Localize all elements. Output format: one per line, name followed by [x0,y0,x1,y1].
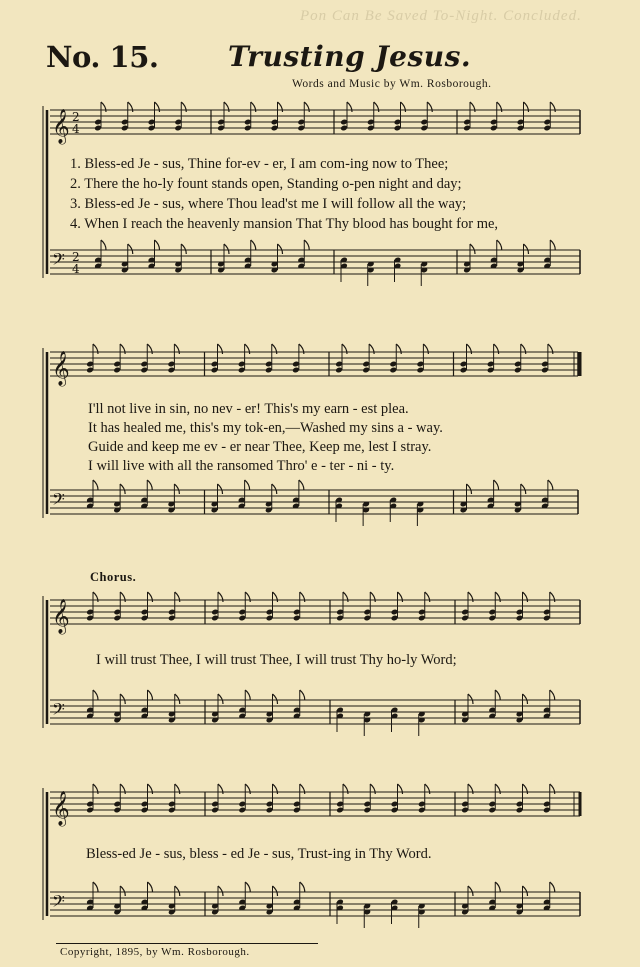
system-1-bass-note-flag [155,240,160,250]
system-4-bass-note-flag [93,882,98,892]
system-4-bass-note-flag [245,882,250,892]
system-1-bass-note-flag [181,244,186,254]
system-2-bass-note-flag [218,484,223,494]
hymn-number: No. 15. [46,40,159,74]
system-2-bass-note-flag [299,480,304,490]
system-4-bass-note-flag [273,886,278,896]
system-1-bass-note-flag [524,244,529,254]
system-1-bass-note-flag [304,240,309,250]
lyric-verse-4-line-2: I will live with all the ransomed Thro' e - ter - ni - ty. [88,458,395,474]
system-1-bass-note-flag [278,244,283,254]
system-2-bass-note-flag [93,480,98,490]
composer-credit: Words and Music by Wm. Rosborough. [292,78,492,90]
hymn-title: Trusting Jesus. [228,40,472,73]
system-4-bass-note-flag [468,886,473,896]
system-2-bass-note-flag [521,484,526,494]
lyric-verse-1-line-1: 1. Bless-ed Je - sus, Thine for-ev - er, I am com-ing now to Thee; [70,156,449,172]
system-4-bass-note-flag [175,886,180,896]
system-1-bass-note-flag [128,244,133,254]
system-2-bass-note-flag [272,484,277,494]
system-1-bass-note-flag [550,240,555,250]
system-1-bass-note-flag [497,240,502,250]
lyric-verse-3-line-2: Guide and keep me ev - er near Thee, Keep me, lest I stray. [88,439,432,455]
system-4-bass-note-flag [300,882,305,892]
system-1-treble-clef-icon: 𝄞 [52,109,70,144]
system-2-bass-note-flag [174,484,179,494]
system-4-bass-clef-icon: 𝄢 [52,891,65,915]
system-3-bass-note-flag [120,694,125,704]
system-3-bass-note-flag [93,690,98,700]
faded-bleed-through-text: Pon Can Be Saved To-Night. Concluded. [300,8,582,24]
system-1-time-sig-bottom: 4 [72,122,80,136]
system-4-bass-note-flag [550,882,555,892]
system-3-bass-note-flag [300,690,305,700]
system-3-bass-note-flag [218,694,223,704]
system-4-bass-note-flag [120,886,125,896]
system-4-bass-note-flag [148,882,153,892]
system-1-time-sig-top: 2 [72,110,80,124]
chorus-lyric-line-1: I will trust Thee, I will trust Thee, I will trust Thy ho-ly Word; [96,652,457,668]
system-1-bass-time-sig-top: 2 [72,250,80,264]
system-3-bass-note-flag [523,694,528,704]
lyric-verse-2-line-1: 2. There the ho-ly fount stands open, Standing o-pen night and day; [70,176,462,192]
system-2-bass-note-flag [494,480,499,490]
lyric-verse-1-line-2: I'll not live in sin, no nev - er! This's my earn - est plea. [88,401,409,417]
copyright-rule [56,943,318,944]
copyright-notice: Copyright, 1895, by Wm. Rosborough. [60,946,250,958]
system-2-bass-note-flag [120,484,125,494]
system-2-bass-note-flag [147,480,152,490]
system-3-bass-note-flag [273,694,278,704]
system-4-treble-clef-icon: 𝄞 [52,791,70,826]
system-1-bass-note-flag [101,240,106,250]
system-2-treble-clef-icon: 𝄞 [52,351,70,386]
system-4-bass-note-flag [218,886,223,896]
system-3-bass-clef-icon: 𝄢 [52,699,65,723]
system-3-bass-note-flag [148,690,153,700]
system-3-bass-note-flag [495,690,500,700]
system-2-bass-clef-icon: 𝄢 [52,489,65,513]
system-3-bass-note-flag [175,694,180,704]
system-2-bass-note-flag [467,484,472,494]
chorus-lyric-line-2: Bless-ed Je - sus, bless - ed Je - sus, Trust-ing in Thy Word. [86,846,432,862]
system-3-bass-note-flag [468,694,473,704]
system-3-treble-clef-icon: 𝄞 [52,599,70,634]
system-4-bass-note-flag [495,882,500,892]
lyric-verse-2-line-2: It has healed me, this's my tok-en,—Washed my sins a - way. [88,420,443,436]
system-1-bass-note-flag [224,244,229,254]
system-1-bass-note-flag [470,244,475,254]
system-1-bass-clef-icon: 𝄢 [52,249,65,273]
system-1-bass-note-flag [251,240,256,250]
system-2-bass-note-flag [548,480,553,490]
lyric-verse-4-line-1: 4. When I reach the heavenly mansion That Thy blood has bought for me, [70,216,499,232]
chorus-label: Chorus. [90,570,137,584]
system-2-bass-note-flag [245,480,250,490]
lyric-verse-3-line-1: 3. Bless-ed Je - sus, where Thou lead'st me I will follow all the way; [70,196,467,212]
system-4-bass-note-flag [523,886,528,896]
system-3-bass-note-flag [550,690,555,700]
system-3-bass-note-flag [245,690,250,700]
system-1-bass-time-sig-bottom: 4 [72,262,80,276]
